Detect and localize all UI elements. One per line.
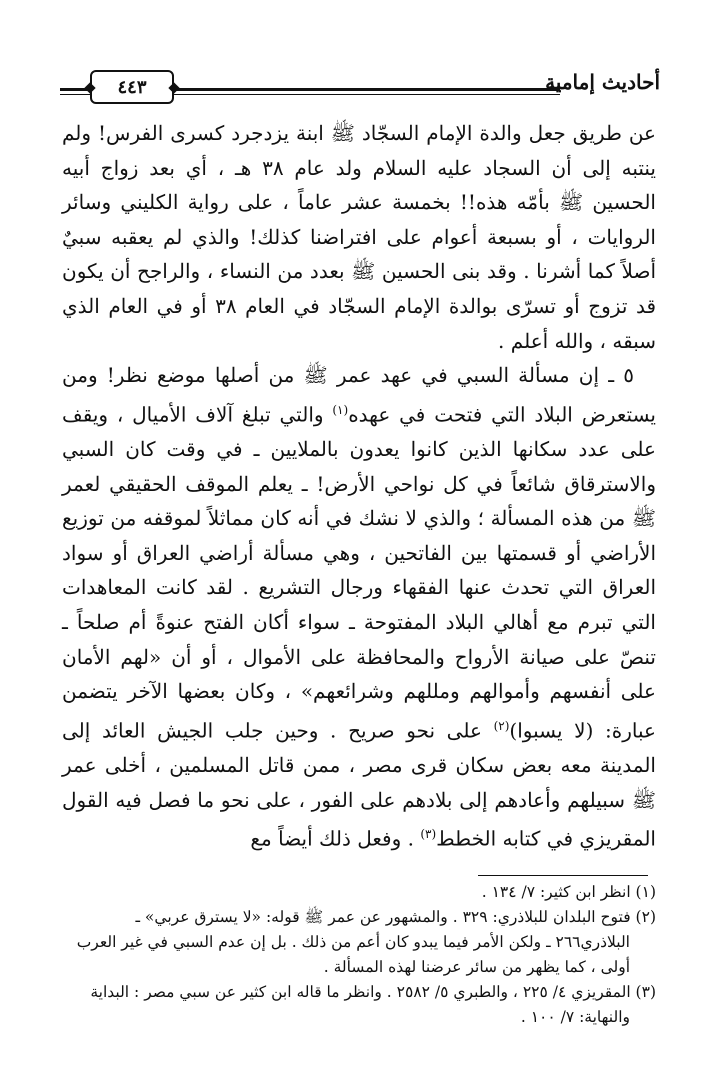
footnote-ref-1[interactable]: (١) <box>332 402 349 417</box>
page-header <box>60 64 660 104</box>
page-number: ٤٤٣ <box>117 76 147 98</box>
footnotes <box>62 880 656 1030</box>
footnote-3-line-1: (٣) المقريزي ٤/ ٢٢٥ ، والطبري ٥/ ٢٥٨٢ . وانظر ما قاله ابن كثير عن سبي مصر : البداية <box>90 983 656 1001</box>
main-text <box>62 116 656 856</box>
footnote-2-line-2: البلاذري٢٦٦ ـ ولكن الأمر فيما يبدو كان أعم من ذلك . بل إن عدم السبي في غير العرب أولى ، كما يظهر من سائر عرضنا لهذه المسألة . <box>76 933 630 976</box>
footnote-separator <box>478 875 648 876</box>
footnote-2-line-1: (٢) فتوح البلدان للبلاذري: ٣٢٩ . والمشهور عن عمر ﷺ قوله: «لا يسترق عربي» ـ <box>135 908 656 926</box>
page-number-ornament <box>90 70 174 104</box>
footnote-1: (١) انظر ابن كثير: ٧/ ١٣٤ . <box>481 883 656 901</box>
paragraph-2-part-3: على نحو صريح . وحين جلب الجيش العائد إلى المدينة معه بعض سكان قرى مصر ، ممن قاتل المسلمين ، أخلى عمر ﷺ سبيلهم وأعادهم إلى بلادهم على الفور ، على نحو ما فصل فيه القول المقريزي في كتابه الخطط <box>62 718 656 851</box>
footnote-3-line-2: والنهاية: ٧/ ١٠٠ . <box>520 1008 630 1026</box>
paragraph-1: عن طريق جعل والدة الإمام السجّاد ﷺ ابنة يزدجرد كسرى الفرس! ولم ينتبه إلى أن السجاد عليه السلام ولد عام ٣٨ هـ ، أي بعد زواج أبيه الحسين ﷺ بأمّه هذه!! بخمسة عشر عاماً ، على رواية الكليني وسائر الروايات ، أو بسبعة أعوام على افتراضنا كذلك! والذي لم يعقبه سبيٌ أصلاً كما أشرنا . وقد بنى الحسين ﷺ بعدد من النساء ، والراجح أن يكون قد تزوج أو تسرّى بوالدة الإمام السجّاد في العام ٣٨ أو في العام الذي سبقه ، والله أعلم . <box>62 121 657 353</box>
paragraph-2-part-1: ٥ ـ إن مسألة السبي في عهد عمر ﷺ من أصلها موضع نظر! ومن يستعرض البلاد التي فتحت في عهده <box>62 363 656 427</box>
footnote-ref-2[interactable]: (٢) <box>493 718 510 733</box>
paragraph-2 <box>62 358 656 856</box>
paragraph-2-part-2: والتي تبلغ آلاف الأميال ، ويقف على عدد سكانها الذين كانوا يعدون بالملايين ـ في وقت كان السبي والاسترقاق شائعاً في كل نواحي الأرض! ـ يعلم الموقف الحقيقي لعمر ﷺ من هذه المسألة ؛ والذي لا نشك في أنه كان مماثلاً لموقفه من توزيع الأراضي أو قسمتها بين الفاتحين ، وهي مسألة أراضي العراق أو سواد العراق التي تحدث عنها الفقهاء ورجال التشريع . لقد كانت المعاهدات التي تبرم مع أهالي البلاد المفتوحة ـ سواء أكان الفتح عنوةً أم صلحاً ـ تنصّ على صيانة الأرواح والمحافظة على الأموال ، أو أن «لهم الأمان على أنفسهم وأموالهم ومللهم وشرائعهم» ، وكان بعضها الآخر يتضمن عبارة: (لا يسبوا) <box>62 402 656 743</box>
paragraph-2-part-4: . وفعل ذلك أيضاً مع <box>250 826 421 851</box>
running-title: أحاديث إمامية <box>545 70 660 94</box>
footnote-ref-3[interactable]: (٣) <box>420 827 437 842</box>
